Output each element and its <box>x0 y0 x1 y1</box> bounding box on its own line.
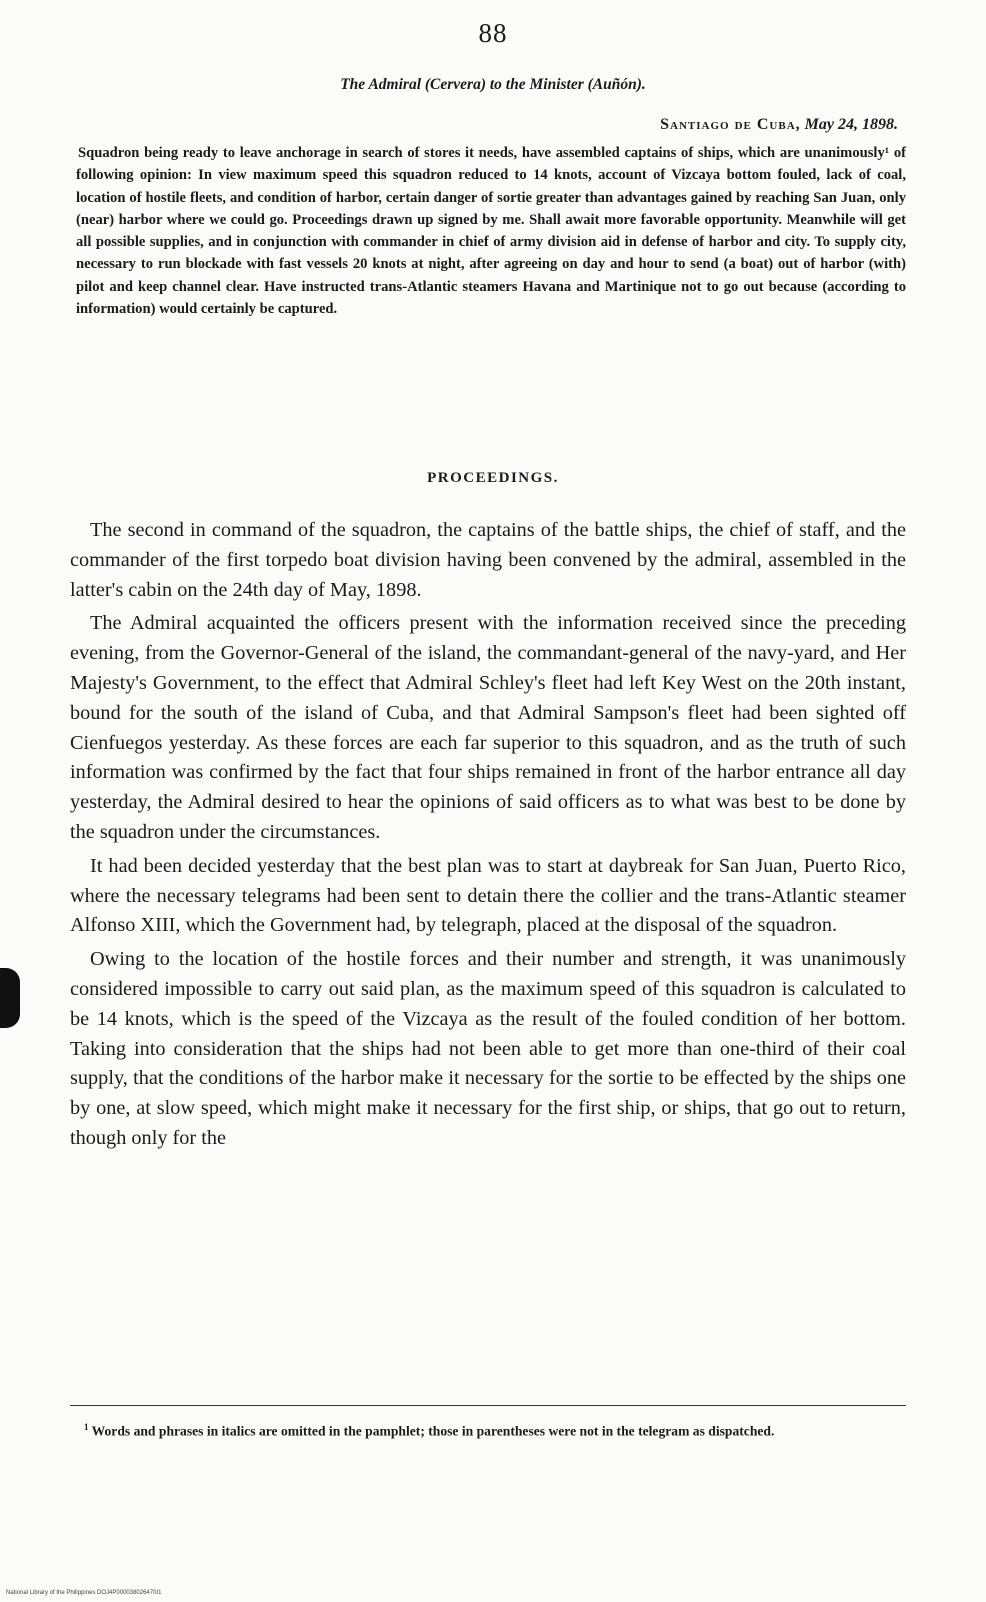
proceedings-title: PROCEEDINGS. <box>427 470 559 486</box>
telegram-heading: The Admiral (Cervera) to the Minister (Auñón). <box>340 76 646 93</box>
proceedings-paragraph-4: Owing to the location of the hostile forces and their number and strength, it was unanimously considered impossible to carry out said plan, as the maximum speed of this squadron is calculated to be 14 knots, which is the speed of the Vizcaya as the result of the fouled condition of her bottom. Taking into consideration that the ships had not been able to get more than one-third of their coal supply, that the conditions of the harbor make it necessary for the sortie to be effected by the ships one by one, at slow speed, which might make it necessary for the first ship, or ships, that go out to return, though only for the <box>70 948 906 1149</box>
footnote-text: Words and phrases in italics are omitted in the pamphlet; those in parentheses were not in the telegram as dispatched. <box>91 1423 775 1439</box>
dateline-date: May 24, 1898. <box>804 116 898 133</box>
telegram-dateline <box>660 116 898 134</box>
proceedings-paragraph-3: It had been decided yesterday that the best plan was to start at daybreak for San Juan, Puerto Rico, where the necessary telegrams had been sent to detain there the collier and the trans-Atlantic steamer Alfonso XIII, which the Government had, by telegraph, placed at the disposal of the squadron. <box>70 854 906 937</box>
footnote-mark: 1 <box>84 1422 89 1432</box>
footnote-divider <box>70 1405 906 1406</box>
dateline-place: Santiago de Cuba, <box>660 116 801 133</box>
proceedings-paragraph-2: The Admiral acquainted the officers present with the information received since the preceding evening, from the Governor-General of the island, the commandant-general of the navy-yard, and Her Majesty's Government, to the effect that Admiral Schley's fleet had left Key West on the 20th instant, bound for the south of the island of Cuba, and that Admiral Sampson's fleet had been sighted off Cienfuegos yesterday. As these forces are each far superior to this squadron, and as the truth of such information was confirmed by the fact that four ships remained in front of the harbor entrance all day yesterday, the Admiral desired to hear the opinions of said officers as to what was best to be done by the squadron under the circumstances. <box>70 612 906 843</box>
binding-hole-mark <box>0 968 20 1028</box>
footnote <box>76 1417 906 1442</box>
page-number: 88 <box>478 18 508 48</box>
scan-credit: National Library of the Philippines DOJ4P000038026470I1 <box>6 1590 162 1596</box>
telegram-text: Squadron being ready to leave anchorage in search of stores it needs, have assembled captains of ships, which are unanimously¹ of following opinion: In view maximum speed this squadron reduced to 14 knots, account of Vizcaya bottom fouled, lack of coal, location of hostile fleets, and condition of harbor, certain danger of sortie greater than advantages gained by reaching San Juan, only (near) harbor where we could go. Proceedings drawn up signed by me. Shall await more favorable opportunity. Meanwhile will get all possible supplies, and in conjunction with commander in chief of army division aid in defense of harbor and city. To supply city, necessary to run blockade with fast vessels 20 knots at night, after agreeing on day and hour to send (a boat) out of harbor (with) pilot and keep channel clear. Have instructed trans-Atlantic steamers Havana and Martinique not to go out because (according to information) would certainly be captured. <box>76 145 906 318</box>
proceedings-body <box>70 516 906 1158</box>
proceedings-paragraph-1: The second in command of the squadron, the captains of the battle ships, the chief of staff, and the commander of the first torpedo boat division having been convened by the admiral, assembled in the latter's cabin on the 24th day of May, 1898. <box>70 519 906 601</box>
